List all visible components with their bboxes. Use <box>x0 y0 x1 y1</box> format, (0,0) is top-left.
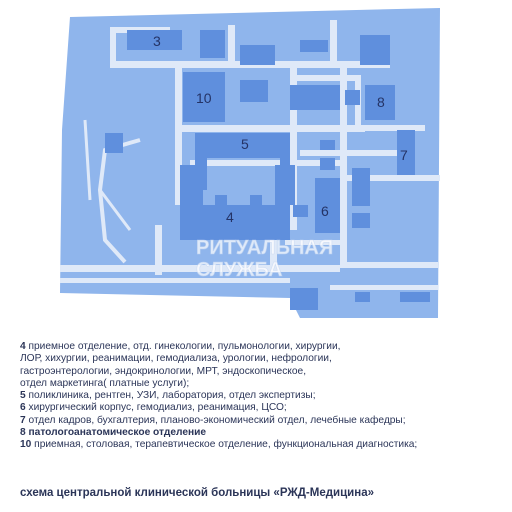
legend-text: приемное отделение, отд. гинекологии, пульмонологии, хирургии, <box>25 341 341 352</box>
legend-number: 6 <box>20 402 26 414</box>
building-label-10: 10 <box>196 90 212 106</box>
building-label-4: 4 <box>226 209 234 225</box>
legend-text: поликлиника, рентген, УЗИ, лаборатория, отдел экспертизы; <box>25 390 316 402</box>
legend-row <box>20 415 500 427</box>
legend-text: ЛОР, хихургии, реанимации, гемодиализа, урологии, нефрологии, <box>20 353 332 365</box>
legend-text: гастроэнтерологии, эндокринологии, МРТ, эндоскопическое, <box>20 365 307 377</box>
legend-row <box>20 366 500 378</box>
legend-row <box>20 390 500 402</box>
legend-row <box>20 378 500 390</box>
legend-number: 7 <box>20 414 26 426</box>
legend-row <box>20 439 500 451</box>
legend-number: 10 <box>20 439 32 451</box>
building-label-3: 3 <box>153 33 161 49</box>
legend-text: хирургический корпус, гемодиализ, реанимация, ЦСО; <box>25 402 287 414</box>
legend-text: отдел маркетинга( платные услуги); <box>20 377 190 389</box>
building-label-7: 7 <box>400 147 408 163</box>
building-label-6: 6 <box>321 203 329 219</box>
building-label-5: 5 <box>241 136 249 152</box>
legend-text: приемная, столовая, терапевтическое отделение, функциональная диагностика; <box>31 439 418 451</box>
legend-text: отдел кадров, бухгалтерия, планово-экономический отдел, лечебные кафедры; <box>25 414 406 426</box>
legend <box>20 341 500 452</box>
watermark-line1: РИТУАЛЬНАЯ <box>196 237 334 259</box>
legend-row <box>20 341 500 353</box>
legend-number: 8 <box>20 427 26 439</box>
legend-row <box>20 402 500 414</box>
legend-number: 5 <box>20 390 26 402</box>
legend-row <box>20 427 500 439</box>
legend-number: 4 <box>20 341 26 352</box>
map-caption: схема центральной клинической больницы «РЖД-Медицина» <box>20 487 374 499</box>
watermark-line2: СЛУЖБА <box>196 259 283 281</box>
building-label-8: 8 <box>377 94 385 110</box>
legend-row <box>20 353 500 365</box>
legend-text: патологоанатомическое отделение <box>25 427 207 439</box>
